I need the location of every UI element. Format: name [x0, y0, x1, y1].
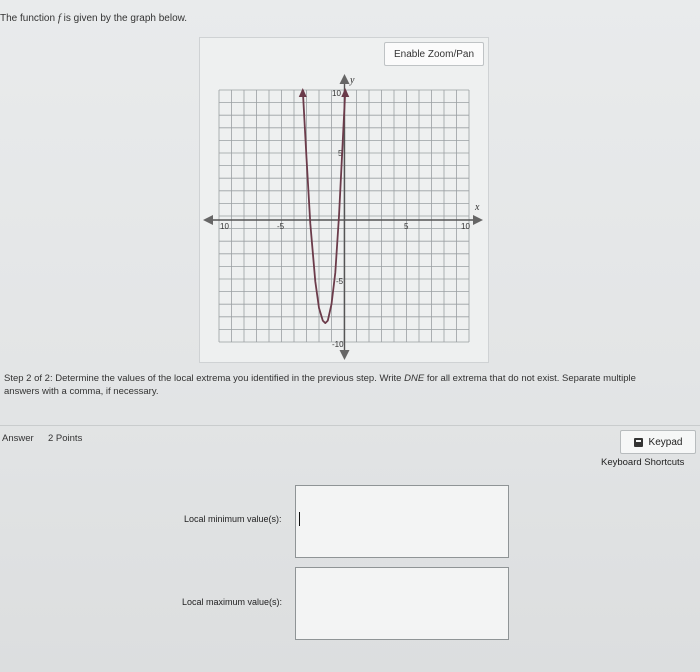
x-tick-label: 10 [220, 222, 229, 231]
question-intro [0, 12, 187, 24]
step-instructions [4, 372, 664, 398]
y-tick-label: -5 [336, 277, 344, 286]
answer-label: Answer [2, 433, 34, 444]
y-axis-arrow-up-icon [340, 74, 350, 84]
local-minimum-input[interactable] [295, 485, 509, 558]
function-curve-line [303, 90, 346, 323]
step-label: Step 2 of 2: [4, 373, 53, 384]
instruction-text-a: Determine the values of the local extrema you identified in the previous step. Write [55, 373, 402, 384]
y-tick-label: 10 [332, 89, 341, 98]
x-tick-label: 5 [404, 222, 409, 231]
section-divider [0, 425, 700, 426]
x-axis-arrow-right-icon [473, 215, 483, 225]
x-tick-label: 10 [461, 222, 470, 231]
function-graph [199, 70, 489, 362]
function-name: f [57, 12, 61, 24]
x-tick-label: -5 [277, 222, 285, 231]
local-minimum-label: Local minimum value(s): [184, 514, 282, 524]
x-axis-label: x [475, 202, 480, 213]
curve-arrow-up-icon [299, 88, 307, 97]
keyboard-shortcuts-link[interactable]: Keyboard Shortcuts [601, 457, 685, 468]
local-maximum-input[interactable] [295, 567, 509, 640]
intro-prefix: The function [0, 13, 56, 24]
keypad-icon [634, 438, 643, 447]
y-axis-arrow-down-icon [340, 350, 350, 360]
x-axis-arrow-left-icon [203, 215, 213, 225]
dne-label: DNE [404, 373, 425, 384]
y-tick-label: -10 [332, 340, 344, 349]
enable-zoom-pan-button[interactable]: Enable Zoom/Pan [384, 42, 484, 66]
keypad-label: Keypad [648, 436, 683, 448]
y-tick-label: 5 [338, 149, 343, 158]
text-cursor [299, 512, 300, 526]
keypad-button[interactable] [620, 430, 696, 454]
intro-suffix: is given by the graph below. [63, 13, 188, 24]
points-label: 2 Points [48, 433, 83, 444]
instruction-text-b: for all extrema that do not exist. Separate multiple answers with a comma, if necessary. [4, 373, 636, 397]
curve-arrow-up-icon [341, 88, 349, 97]
local-maximum-label: Local maximum value(s): [182, 597, 283, 607]
y-axis-label: y [350, 75, 355, 86]
